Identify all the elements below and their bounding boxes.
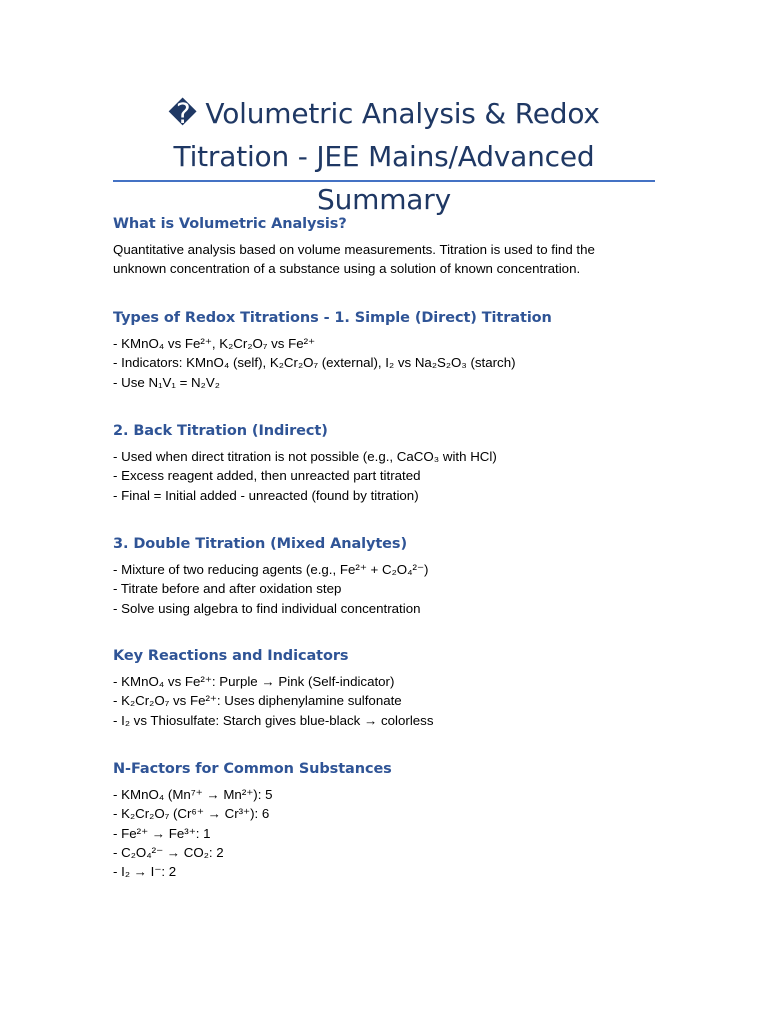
section-heading: N-Factors for Common Substances [113, 761, 392, 777]
list-item: - Indicators: KMnO₄ (self), K₂Cr₂O₇ (external), I₂ vs Na₂S₂O₃ (starch) [113, 355, 516, 371]
bullet-list [113, 785, 673, 881]
list-item: - Final = Initial added - unreacted (found by titration) [113, 487, 419, 503]
list-item: - Use N₁V₁ = N₂V₂ [113, 374, 220, 390]
page-title: � Volumetric Analysis & Redox Titration - JEE Mains/Advanced Summary [168, 97, 600, 216]
section-key-reactions-and-indicators [113, 646, 673, 730]
section-double-titration [113, 534, 673, 618]
list-item: - K₂Cr₂O₇ (Cr⁶⁺ → Cr³⁺): 6 [113, 806, 270, 822]
section-heading: What is Volumetric Analysis? [113, 216, 347, 232]
list-item: - Mixture of two reducing agents (e.g., Fe²⁺ + C₂O₄²⁻) [113, 562, 429, 577]
section-what-is-volumetric-analysis [113, 214, 673, 279]
list-item: - I₂ vs Thiosulfate: Starch gives blue-black → colorless [113, 712, 434, 728]
list-item: - Titrate before and after oxidation step [113, 581, 342, 597]
section-n-factors [113, 759, 673, 881]
section-back-titration [113, 421, 673, 505]
bullet-list [113, 672, 673, 730]
list-item: - KMnO₄ vs Fe²⁺, K₂Cr₂O₇ vs Fe²⁺ [113, 336, 316, 351]
list-item: - Fe²⁺ → Fe³⁺: 1 [113, 825, 211, 841]
title-block [113, 92, 655, 221]
section-paragraph: Quantitative analysis based on volume measurements. Titration is used to find the unknown concentration of a substance using a solution of known concentration. [113, 242, 595, 277]
section-heading: 3. Double Titration (Mixed Analytes) [113, 536, 407, 552]
list-item: - Used when direct titration is not possible (e.g., CaCO₃ with HCl) [113, 449, 497, 464]
section-heading: 2. Back Titration (Indirect) [113, 423, 328, 439]
list-item: - I₂ → I⁻: 2 [113, 864, 177, 880]
section-heading: Types of Redox Titrations - 1. Simple (Direct) Titration [113, 310, 552, 326]
bullet-list [113, 334, 673, 392]
list-item: - KMnO₄ (Mn⁷⁺ → Mn²⁺): 5 [113, 787, 273, 802]
section-types-of-redox-titrations [113, 308, 673, 392]
bullet-list [113, 447, 673, 505]
list-item: - KMnO₄ vs Fe²⁺: Purple → Pink (Self-indicator) [113, 674, 395, 689]
list-item: - Solve using algebra to find individual concentration [113, 600, 421, 616]
list-item: - K₂Cr₂O₇ vs Fe²⁺: Uses diphenylamine sulfonate [113, 693, 402, 709]
bullet-list [113, 560, 673, 618]
list-item: - Excess reagent added, then unreacted part titrated [113, 468, 421, 484]
title-underline-divider [113, 180, 655, 182]
list-item: - C₂O₄²⁻ → CO₂: 2 [113, 844, 224, 860]
section-heading: Key Reactions and Indicators [113, 648, 349, 664]
